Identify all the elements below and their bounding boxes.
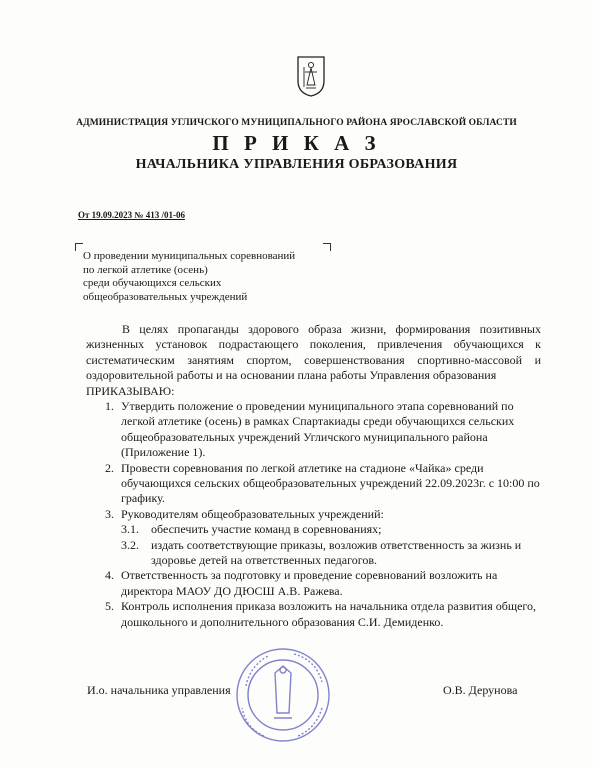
coat-of-arms-icon bbox=[296, 55, 326, 97]
order-subject bbox=[83, 250, 295, 304]
item-number: 4. bbox=[105, 568, 114, 583]
subitem-number: 3.1. bbox=[121, 522, 139, 537]
order-item bbox=[97, 568, 547, 599]
subitem-text: обеспечить участие команд в соревнованиях; bbox=[151, 522, 382, 537]
order-item bbox=[97, 461, 547, 507]
item-text: Руководителям общеобразовательных учреждений: bbox=[121, 506, 384, 521]
order-items bbox=[97, 399, 547, 630]
item-text: Провести соревнования по легкой атлетике на стадионе «Чайка» среди обучающихся сельских общеобразовательных учреждений 22.09.2023г. с 10:00 по графику. bbox=[121, 460, 540, 506]
command-word: ПРИКАЗЫВАЮ: bbox=[86, 383, 175, 398]
item-text: Контроль исполнения приказа возложить на начальника отдела развития общего, дошкольного и дополнительного образования С.И. Демиденко. bbox=[121, 599, 537, 629]
order-subitem bbox=[97, 522, 547, 537]
item-number: 5. bbox=[105, 599, 114, 614]
issuer-title: НАЧАЛЬНИКА УПРАВЛЕНИЯ ОБРАЗОВАНИЯ bbox=[135, 157, 458, 172]
item-number: 1. bbox=[105, 399, 114, 413]
subject-bracket-right bbox=[323, 243, 331, 251]
subitem-number: 3.2. bbox=[121, 537, 139, 552]
item-text: Утвердить положение о проведении муниципального этапа соревнований по легкой атлетике (осень) в рамках Спартакиады среди обучающихся сельских общеобразовательных учреждений Угличского муниципального района (Приложение 1). bbox=[121, 399, 515, 460]
order-item bbox=[97, 399, 547, 461]
subject-line: среди обучающихся сельских bbox=[83, 277, 222, 289]
official-stamp-icon bbox=[234, 646, 332, 744]
subject-line: О проведении муниципальных соревнований bbox=[83, 250, 296, 262]
subject-bracket-left bbox=[75, 243, 83, 251]
item-number: 3. bbox=[105, 506, 114, 521]
subject-line: общеобразовательных учреждений bbox=[83, 290, 248, 303]
order-date-number: От 19.09.2023 № 413 /01-06 bbox=[78, 210, 185, 220]
administration-title: АДМИНИСТРАЦИЯ УГЛИЧСКОГО МУНИЦИПАЛЬНОГО РАЙОНА ЯРОСЛАВСКОЙ ОБЛАСТИ bbox=[76, 118, 517, 128]
order-item bbox=[97, 507, 547, 522]
subitem-text: издать соответствующие приказы, возложив ответственность за жизнь и здоровье детей на ответственных педагогов. bbox=[151, 537, 522, 568]
preamble-text: В целях пропаганды здорового образа жизни, формирования позитивных жизненных установок подрастающего поколения, привлечения обучающихся к систематическим занятиям спортом, совершенствования спортивно-массовой и оздоровительной работы и на основании плана работы Управления образования bbox=[86, 322, 541, 383]
item-text: Ответственность за подготовку и проведение соревнований возложить на директора МАОУ ДО ДЮСШ А.В. Ражева. bbox=[121, 568, 498, 598]
preamble bbox=[86, 322, 541, 399]
document-type: П Р И К А З bbox=[212, 131, 381, 155]
signatory-position: И.о. начальника управления bbox=[87, 683, 231, 697]
signatory-name: О.В. Дерунова bbox=[443, 683, 518, 697]
order-item bbox=[97, 599, 547, 630]
order-subitem bbox=[97, 538, 547, 569]
item-number: 2. bbox=[105, 460, 114, 475]
subject-line: по легкой атлетике (осень) bbox=[83, 263, 208, 276]
